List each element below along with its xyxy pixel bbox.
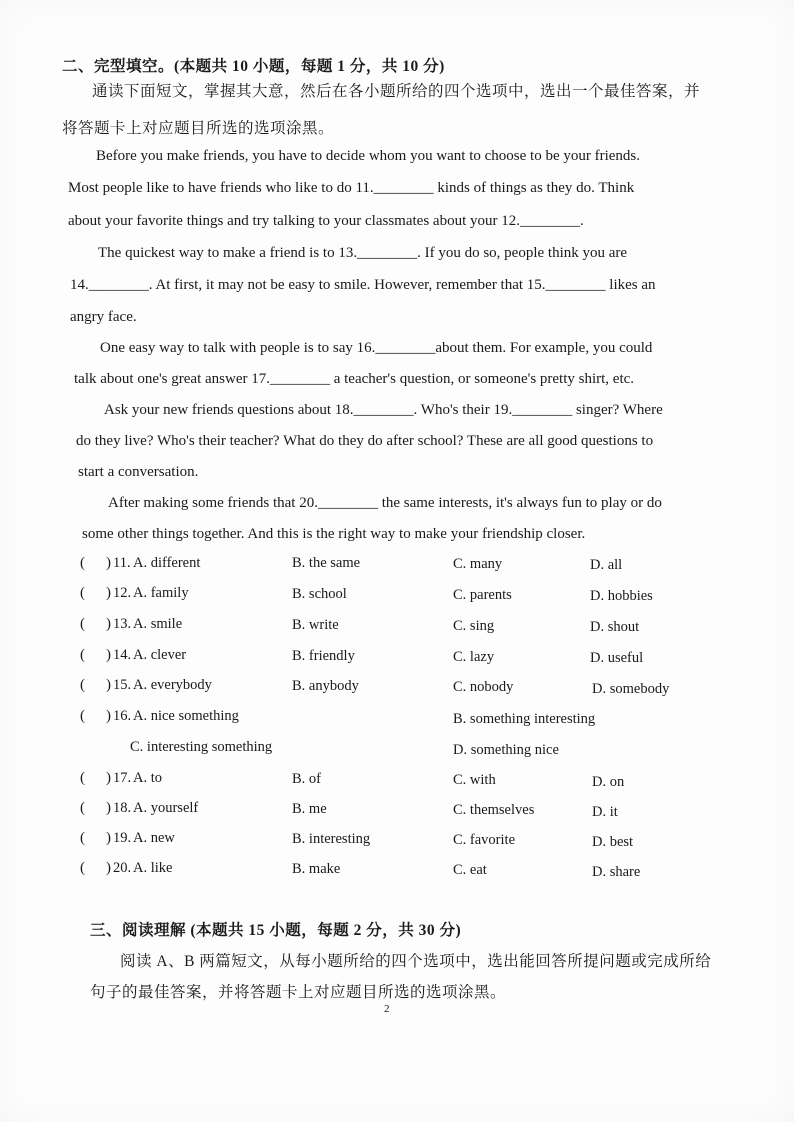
question-number: 16. [113, 708, 132, 724]
question-number: 14. [113, 647, 132, 663]
answer-bracket-close: ) [106, 585, 111, 601]
section2-heading: 二、完型填空。(本题共 10 小题，每题 1 分，共 10 分) [62, 58, 445, 75]
passage-line: about your favorite things and try talking to your classmates about your 12.________. [68, 213, 584, 229]
passage-line: do they live? Who's their teacher? What do they do after school? These are all good questions to [76, 433, 654, 449]
answer-bracket-open: ( [80, 647, 85, 663]
question-number: 11. [113, 555, 131, 571]
answer-bracket-close: ) [106, 708, 111, 724]
passage-line: Ask your new friends questions about 18.________. Who's their 19.________ singer? Where [104, 402, 663, 418]
option-d: D. something nice [453, 742, 559, 758]
question-number: 19. [113, 830, 132, 846]
option-a: A. nice something [133, 708, 239, 724]
option-d: D. all [590, 557, 623, 573]
answer-bracket-open: ( [80, 830, 85, 846]
page-number: 2 [384, 1003, 390, 1015]
option-b: B. me [292, 801, 327, 817]
question-number: 15. [113, 677, 132, 693]
option-d: D. share [592, 864, 641, 880]
answer-bracket-open: ( [80, 616, 85, 632]
answer-bracket-open: ( [80, 585, 85, 601]
option-a: A. to [133, 770, 162, 786]
answer-bracket-open: ( [80, 708, 85, 724]
option-b: B. anybody [292, 678, 359, 694]
option-d: D. it [592, 804, 618, 820]
passage-line: talk about one's great answer 17.________ a teacher's question, or someone's pretty shirt, etc. [74, 371, 635, 387]
option-a: A. family [133, 585, 189, 601]
section2-instruction-line2: 将答题卡上对应题目所选的选项涂黑。 [62, 120, 335, 137]
passage-line: Before you make friends, you have to decide whom you want to choose to be your friends. [96, 148, 641, 164]
answer-bracket-close: ) [106, 555, 111, 571]
answer-bracket-open: ( [80, 677, 85, 693]
answer-bracket-close: ) [106, 830, 111, 846]
passage-line: some other things together. And this is the right way to make your friendship closer. [82, 526, 586, 542]
section3-instruction-line1: 阅读 A、B 两篇短文，从每小题所给的四个选项中，选出能回答所提问题或完成所给 [120, 953, 712, 970]
answer-bracket-open: ( [80, 770, 85, 786]
passage-line: Most people like to have friends who like to do 11.________ kinds of things as they do. Think [68, 180, 635, 196]
option-d: D. on [592, 774, 625, 790]
option-b: B. make [292, 861, 341, 877]
option-c: C. parents [453, 587, 512, 603]
option-a: A. everybody [133, 677, 212, 693]
option-c: C. many [453, 556, 503, 572]
option-a: A. clever [133, 647, 187, 663]
answer-bracket-open: ( [80, 555, 85, 571]
option-d: D. somebody [592, 681, 670, 697]
question-number: 13. [113, 616, 132, 632]
question-number: 20. [113, 860, 132, 876]
option-a: A. smile [133, 616, 183, 632]
passage-line: After making some friends that 20.________ the same interests, it's always fun to play or do [108, 495, 662, 511]
passage-line: The quickest way to make a friend is to 13.________. If you do so, people think you are [98, 245, 628, 261]
answer-bracket-open: ( [80, 800, 85, 816]
option-a: A. new [133, 830, 175, 846]
option-c: C. lazy [453, 649, 495, 665]
option-b: B. of [292, 771, 321, 787]
option-c: C. favorite [453, 832, 516, 848]
answer-bracket-open: ( [80, 860, 85, 876]
option-a: A. yourself [133, 800, 199, 816]
option-c: C. nobody [453, 679, 514, 695]
option-b: B. interesting [292, 831, 371, 847]
option-d: D. hobbies [590, 588, 653, 604]
option-c: C. interesting something [130, 739, 273, 755]
answer-bracket-close: ) [106, 800, 111, 816]
option-a: A. different [133, 555, 201, 571]
option-c: C. sing [453, 618, 495, 634]
passage-line: start a conversation. [78, 464, 199, 480]
answer-bracket-close: ) [106, 770, 111, 786]
question-number: 18. [113, 800, 132, 816]
option-c: C. themselves [453, 802, 535, 818]
section3-heading: 三、阅读理解 (本题共 15 小题，每题 2 分，共 30 分) [90, 922, 462, 939]
passage-line: angry face. [70, 309, 137, 325]
option-c: C. eat [453, 862, 487, 878]
option-b: B. write [292, 617, 339, 633]
passage-line: One easy way to talk with people is to say 16.________about them. For example, you could [100, 340, 653, 356]
answer-bracket-close: ) [106, 677, 111, 693]
option-b: B. the same [292, 555, 361, 571]
section3-instruction-line2: 句子的最佳答案，并将答题卡上对应题目所选的选项涂黑。 [90, 984, 507, 1001]
option-b: B. something interesting [453, 711, 596, 727]
answer-bracket-close: ) [106, 647, 111, 663]
answer-bracket-close: ) [106, 860, 111, 876]
answer-bracket-close: ) [106, 616, 111, 632]
passage-line: 14.________. At first, it may not be easy to smile. However, remember that 15.________ likes an [70, 277, 656, 293]
option-d: D. useful [590, 650, 644, 666]
option-b: B. school [292, 586, 347, 602]
option-d: D. shout [590, 619, 640, 635]
question-number: 17. [113, 770, 132, 786]
option-c: C. with [453, 772, 496, 788]
option-d: D. best [592, 834, 634, 850]
question-number: 12. [113, 585, 132, 601]
section2-instruction-line1: 通读下面短文，掌握其大意，然后在各小题所给的四个选项中，选出一个最佳答案，并 [92, 83, 701, 100]
option-b: B. friendly [292, 648, 355, 664]
option-a: A. like [133, 860, 173, 876]
